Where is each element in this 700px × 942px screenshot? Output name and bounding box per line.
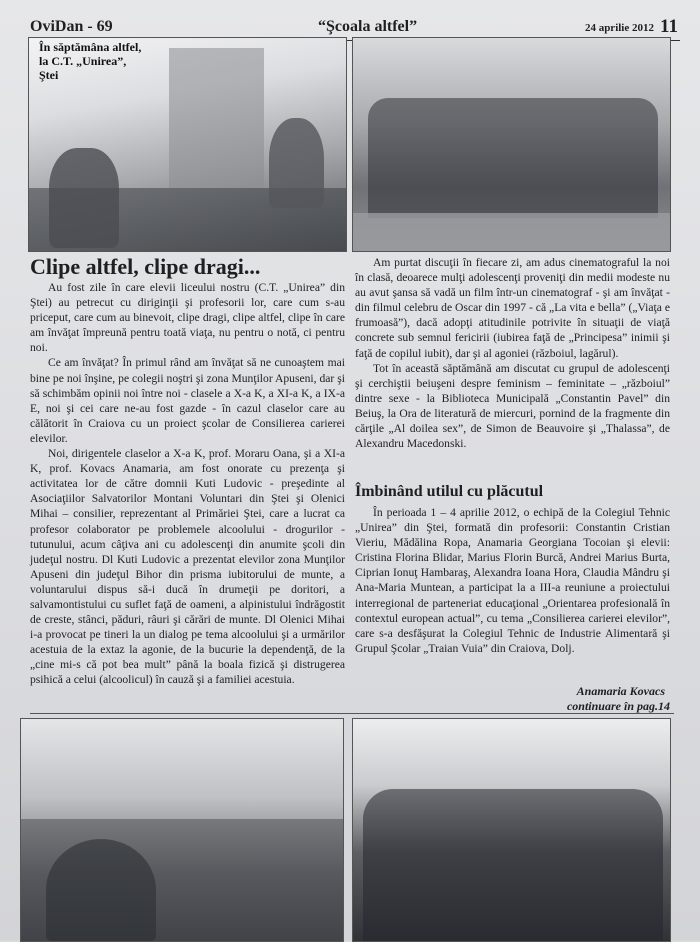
- article-paragraph: Am purtat discuţii în fiecare zi, am adus cinematograful la noi în clasă, deoarece mulţi adolescenţi proveniţi din medii modeste nu au avut şansa să vadă un film într-un cinematograf - şi am învăţat - din filmul celebru de Oscar din 1997 - că „La vita e bella” („Viaţa e frumoasă”), dacă adopţi atitudinile potrivite în situaţii de viaţă concrete sub semnul fericirii (iubirea faţă de „Principesa” inimii şi faţă de copilul iubit), dar şi al agoniei (războiul, lagărul).: [355, 256, 670, 360]
- article2-column: [355, 505, 670, 656]
- photo-shape: [368, 98, 658, 218]
- photo-shape: [269, 118, 324, 208]
- divider: [30, 713, 674, 714]
- caption-line: Ştei: [39, 68, 59, 82]
- photo-group-outdoors: [352, 37, 671, 252]
- article-column-right: [355, 255, 670, 451]
- section-title: “Şcoala altfel”: [318, 18, 418, 35]
- photo-shape: [363, 789, 663, 941]
- article-paragraph: Tot în această săptămână am discutat cu grupul de adolescenţi şi cerchiştii beiuşeni despre feminism – feminitate – „războiul” dintre sexe - la Biblioteca Municipală „Constantin Pavel” din Beiuş, la Ora de literatură de miercuri, pornind de la fragmente din cărţile „Al doilea sex”, de Simon de Beauvoire şi „Thalassa”, de Alexandru Macedonski.: [355, 361, 670, 451]
- article2-headline: Îmbinând utilul cu plăcutul: [355, 483, 544, 500]
- photo-shape: [46, 839, 156, 941]
- publication-name: OviDan - 69: [30, 18, 113, 35]
- author-byline: Anamaria Kovacs: [576, 684, 665, 698]
- article-column-left: [30, 280, 345, 688]
- photo-caption: [39, 40, 189, 82]
- issue-date: 24 aprilie 2012: [584, 22, 654, 34]
- article-paragraph: Noi, dirigentele claselor a X-a K, prof. Moraru Oana, şi a XI-a K, prof. Kovacs Anamaria, am fost onorate cu prezenţa şi activitatea lor de către domnii Kuti Ludovic - preşedinte al Asociaţiilor Salvatorilor Montani Voluntari din Ştei şi Olenici Mihai – consilier, reprezentant al Primăriei Ştei, care a lucrat ca profesor colaborator pe problemele alcoolului - drogurilor - tutunului, acum câţiva ani cu adolescenţi din anumite şcoli din judeţul nostru. Dl Kuti Ludovic a prezentat elevilor zona Munţilor Apuseni din judeţul Bihor din prisma iubitorului de munte, a voluntarului dispus să-i ducă în drumeţii pe doritori, a salvamontistului cu suflet faţă de oameni, a alpinistului îndrăgostit de creste, stânci, păduri, râuri şi cărări de munte. Dl Olenici Mihai i-a provocat pe tineri la un dialog pe tema alcoolului şi a urmărilor acestuia de la extaz la agonie, de la bucurie la dependenţă, de la „cine mi-s că pot bea mult” până la boala fizică şi distrugerea psihică a celui (alcoolicul) în cauză şi a familiei acestuia.: [30, 447, 345, 687]
- page-number: 11: [660, 16, 678, 37]
- continued-note: continuare în pag.14: [566, 699, 670, 713]
- article-paragraph: În perioada 1 – 4 aprilie 2012, o echipă de la Colegiul Tehnic „Unirea” din Ştei, formată din profesorii: Constantin Cristian Vieriu, Mădălina Ropa, Anamaria Georgiana Tocoian şi elevii: Cristina Florina Blidar, Marius Florin Burcă, Andrei Marius Burta, Ciprian Ionuţ Hambaraş, Alexandra Ioana Hora, Claudia Mândru şi Ana-Maria Muntean, a participat la a III-a reuniune a proiectului interregional de parteneriat educaţional „Orientarea profesională în contextul european actual”, cu tema „Consilierea carierei elevilor”, care s-a desfăşurat la Colegiul Tehnic de Industrie Alimentară şi Grupul Şcolar „Traian Vuia” din Craiova, Dolj.: [355, 506, 670, 655]
- article-headline: Clipe altfel, clipe dragi...: [30, 254, 261, 279]
- photo-classroom: [28, 37, 347, 252]
- photo-group-portrait: [352, 718, 671, 942]
- caption-line: la C.T. „Unirea”,: [39, 54, 127, 68]
- article-paragraph: Au fost zile în care elevii liceului nostru (C.T. „Unirea” din Ştei) au petrecut cu diriginţii şi profesorii lor, care cum s-au priceput, care cum au binevoit, clipe dragi, clipe altfel, clipe în care am învăţat împreună pentru toată viaţa, nu pentru o notă, ci pentru noi.: [30, 281, 345, 355]
- photo-shape: [353, 213, 670, 251]
- photo-shape: [49, 148, 119, 248]
- caption-line: În săptămâna altfel,: [39, 40, 142, 54]
- photo-students-classroom: [20, 718, 344, 942]
- article-paragraph: Ce am învăţat? În primul rând am învăţat să ne cunoaştem mai bine pe noi înşine, pe colegii noştri şi zona Munţilor Apuseni, dar şi să schimbăm opinii noi între noi - clasele a X-a K, a XI-a K, a IX-a E, noi şi cei care ne-au fost gazde - în cazul claselor care au călătorit în Craiova cu un proiect şcolar de Consilierea carierei elevilor.: [30, 356, 345, 445]
